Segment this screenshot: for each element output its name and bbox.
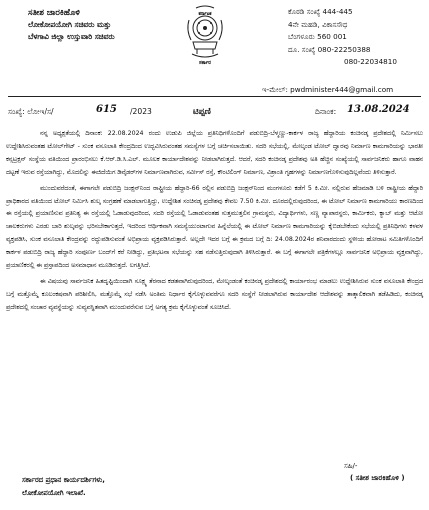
- body-paragraph-2: ಮುಂದುವರೆದಂತೆ, ಈಗಾಗಲೇ ಪಡುಬಿದ್ರಿ ಜಂಕ್ಷನ್‌ನಿಂದ ರಾಷ್ಟ್ರೀಯ ಹೆದ್ದಾರಿ-66 ರಲ್ಲಿನ ಪಡುಬಿದ್ರಿ ಜಂಕ್ಷನ್‌ನಿಂದ ಮಂಗಳೂರು ಕಡೆಗೆ 5 ಕಿ.ಮೀ. ನಲ್ಲಿರುವ ಹೆಜಮಾಡಿ ಬಳಿ ರಾಷ್ಟ್ರೀಯ ಹೆದ್ದಾರಿ ಪ್ರಾಧಿಕಾರದ ವತಿಯಿಂದ ಟೋಲ್ ನಿರ್ಮಿಸಿ ಶುಲ್ಕ ಸಂಗ್ರಹಣೆ ಮಾಡಲಾಗುತ್ತಿದ್ದು, ಉದ್ದೇಶಿತ ಸಂಚಿನಡ್ಕ ಪ್ರದೇಶವು ಕೇವಲ 7.50 ಕಿ.ಮೀ. ದೂರದಲ್ಲಿರುವುದರಿಂದ, ಈ ಟೋಲ್ ನಿರ್ಮಾಣ ಕಾಮಗಾರಿಯು ಕಾರಣದಿಂದ ಈ ರಸ್ತೆಯಲ್ಲಿ ಪ್ರಯಾಣಿಸುವ ಪ್ರತಿನಿತ್ಯ ಈ ರಸ್ತೆಯಲ್ಲಿ ಓಡಾಡುವುದರಿಂದ, ಸದರಿ ರಸ್ತೆಯಲ್ಲಿ ಓಡಾಡುವಂತಹ ಸುತ್ತಮುತ್ತಲಿನ ಗ್ರಾಮಸ್ಥರು, ವಿದ್ಯಾರ್ಥಿಗಳು, ಸಣ್ಣ ವ್ಯಾಪಾರಸ್ಥರು, ಕಾರ್ಮಿಕರು, ಕ್ಯಾಬ್ ಮತ್ತು ಆಟೋ ಚಾಲಕರುಗಳು ಎರಡು ಬಾರಿ ಶುಲ್ಕವನ್ನು ಭರಿಸಬೇಕಾಗುತ್ತದೆ, ಇದರಿಂದ ಆರ್ಥಿಕವಾಗಿ ಸಮಸ್ಯೆಯುಂಟಾಗುವ ಹಿನ್ನೆಲೆಯಲ್ಲಿ ಈ ಟೋಲ್ ನಿರ್ಮಾಣ ಕಾಮಗಾರಿಯನ್ನು ಕೈಬಿಡಬೇಕೆಂದು ಸಭೆಯಲ್ಲಿ ಪ್ರತಿನಿಧಿಗಳು ಕಳವಳ ವ್ಯಕ್ತಪಡಿಸಿ, ಸುಂಕ ವಸೂಲಾತಿ ಕೇಂದ್ರವನ್ನು ರದ್ದುಪಡಿಸುವಂತೆ ಅಭಿಪ್ರಾಯ ವ್ಯಕ್ತಪಡಿಸಿರುತ್ತಾರೆ. ಅಲ್ಲದೇ ಇದರ ಬಗ್ಗೆ ಈ ಕ್ರಮದ ಬಗ್ಗೆ ದಿ: 24.08.2024ರ ಶನಿವಾರದಂದು ಸ್ಥಳೀಯ ಹೋರಾಟ ಸಮಿತಿಗಳೊಂದಿಗೆ ಕಾರ್ಕಳ ಪಡುಬಿದ್ರಿ ರಾಜ್ಯ ಹೆದ್ದಾರಿ ಸಂಪೂರ್ಣ ಬಂದ್‌ಗೆ ಕರೆ ನೀಡಿದ್ದು, ಪ್ರತಿಭಟನಾ ಸಭೆಯನ್ನು ಸಹ ನಡೆಸುತ್ತಿರುವುದಾಗಿ ತಿಳಿಸಿರುತ್ತಾರೆ. ಈ ಬಗ್ಗೆ ಈಗಾಗಲೇ ಪತ್ರಿಕೆಗಳಲ್ಲೂ ಸಾರ್ವಜನಿಕ ಅಭಿಪ್ರಾಯ ವ್ಯಕ್ತವಾಗಿದ್ದು, ಪ್ರಯಾಣಿಕರಲ್ಲಿ ಈ ಪ್ರಸ್ತಾಪದಿಂದ ಅಸಮಾಧಾನ ಮೂಡಿರುತ್ತದೆ. ಲಗತ್ತಿಸಿದೆ.: [6, 184, 423, 270]
- date-value: 13.08.2024: [347, 104, 410, 115]
- reference-year: /2023: [130, 107, 152, 116]
- sender-block: [28, 6, 115, 44]
- sender-name: ಸತೀಶ ಜಾರಕಿಹೊಳಿ: [28, 7, 80, 17]
- recipient-line2: ಲೋಕೋಪಯೋಗಿ ಇಲಾಖೆ.: [22, 488, 86, 497]
- recipient-line1: ಸರ್ಕಾರದ ಪ್ರಧಾನ ಕಾರ್ಯದರ್ಶಿಗಳು,: [22, 476, 105, 484]
- signatory-name: ( ಸತೀಶ ಜಾರಕಿಹೊಳಿ ): [350, 474, 405, 482]
- note-body: [6, 128, 423, 318]
- sender-designation-line2: ಬೆಳಗಾವಿ ಜಿಲ್ಲಾ ಉಸ್ತುವಾರಿ ಸಚಿವರು: [28, 32, 115, 41]
- body-paragraph-3: ಈ ವಿಷಯವು ಸಾರ್ವಜನಿಕ ಹಿತದೃಷ್ಟಿಯಿಂದಾಗಿ ಸೂಕ್ಷ್ಮ ತೆರನಾದ ಕಡತವಾಗಿರುವುದರಿಂದ, ಮೇಲ್ಕಂಡಂತೆ ಕಂಚಿನಡ್ಕ ಪ್ರದೇಶದಲ್ಲಿ ಕಾರ್ಯಾರಂಭ ಮಾಡಲು ಉದ್ದೇಶಿಸಿರುವ ಸುಂಕ ವಸೂಲಾತಿ ಕೇಂದ್ರದ ಬಗ್ಗೆ ಮತ್ತೊಮ್ಮೆ ಕೂಲಂಕಷವಾಗಿ ಪರಿಶೀಲಿಸಿ, ಮತ್ತೊಮ್ಮೆ ಸಭೆ ನಡೆಸಿ ಅಂತಿಮ ನಿರ್ಧಾರ ಕೈಗೊಳ್ಳುವವರೆಗೂ ಸದರಿ ಸಂಸ್ಥೆಗೆ ನೀಡಲಾಗಿರುವ ಕಾರ್ಯಾದೇಶ ಆದೇಶವನ್ನು ತಾತ್ಕಾಲಿಕವಾಗಿ ತಡೆಹಿಡಿದು, ಕಂಚಿನಡ್ಕ ಪ್ರದೇಶದಲ್ಲಿ ಸಂಚಾರ ವ್ಯವಸ್ಥೆಯನ್ನು ಸುವ್ಯವಸ್ಥಿತವಾಗಿ ಮುಂದುವರೆಸುವ ಬಗ್ಗೆ ಅಗತ್ಯ ಕ್ರಮ ಕೈಗೊಳ್ಳುವಂತೆ ಸೂಚಿಸಿದೆ.: [6, 277, 423, 311]
- reference-label: ಸಂಖ್ಯೆ: ಲೋಇ/ಸ/: [8, 107, 54, 116]
- address-line1: ಕೊಠಡಿ ಸಂಖ್ಯೆ 444-445: [288, 7, 353, 16]
- body-paragraph-1: ನನ್ನ ಅಧ್ಯಕ್ಷತೆಯಲ್ಲಿ ದಿನಾಂಕ: 22.08.2024 ರಂದು ಉಡುಪಿ ಜಿಲ್ಲೆಯ ಪ್ರತಿನಿಧಿಗಳೊಂದಿಗೆ ಪಡುಬಿದ್ರಿ-ಬೆಳ್ಮಣ್ಣು-ಕಾರ್ಕಳ ರಾಜ್ಯ ಹೆದ್ದಾರಿಯ ಕಂಚಿನಡ್ಕ ಪ್ರದೇಶದಲ್ಲಿ ನಿರ್ಮಿಸಲು ಉದ್ದೇಶಿಸಿರುವಂತಹ ಟೋಲ್‌ಗೇಟ್ - ಸುಂಕ ವಸೂಲಾತಿ ಕೇಂದ್ರದಿಂದ ಉದ್ಭವಿಸಿರುವಂತಹ ಸಮಸ್ಯೆಗಳ ಬಗ್ಗೆ ಚರ್ಚಿಸಲಾಯಿತು. ಸದರಿ ಸಭೆಯಲ್ಲಿ, ಮೇಲ್ಕಂಡ ಟೋಲ್ ದ್ವಾರವು ನಿರ್ಮಾಣ ಕಾಮಗಾರಿಯನ್ನು ಭಾರತೀ ಕನ್ಸಟ್ರಕ್ಷನ್ ಸಂಸ್ಥೆಯ ವತಿಯಿಂದ ಪ್ರಾರಂಭಿಸಲು ಕೆ.ಆರ್.ಡಿ.ಸಿ.ಎಲ್. ಮೂಲಕ ಕಾರ್ಯಾದೇಶವನ್ನು ನೀಡಲಾಗಿರುತ್ತದೆ. ಆದರೆ, ಸದರಿ ಕಂಚಿನಡ್ಕ ಪ್ರದೇಶವು ಅತಿ ಹೆಚ್ಚಿನ ಸಂಖ್ಯೆಯಲ್ಲಿ ಸಾರ್ವಜನಿಕರು ಹಾಗೂ ವಾಹನ ದಟ್ಟಣೆ ಇರುವ ರಸ್ತೆಯಾಗಿದ್ದು, ಮೊದಲಿನ್ನು ಈಜಿದೆಯಿಗ ಡಿವೈಡರ್‌ಗಳ ನಿರ್ಮಾಣವಾಗಿರುವ, ಸರ್ವೀಸ್ ರಸ್ತೆ, ಕೌಂಟಿಲಿಂಗ್ ನಿರ್ಮಾಣ, ವಿಶ್ರಾಂತಿ ಗೃಹಗಳನ್ನು ನಿರ್ಮಾಣಗೊಳಿಸುವುದಿಲ್ಲವೆಂದು ತಿಳಿಸುತ್ತಾರೆ.: [6, 130, 423, 176]
- state-emblem-icon: [184, 4, 226, 66]
- address-line2: 4ನೇ ಮಹಡಿ, ವಿಕಾಸಸೌಧ: [288, 19, 348, 29]
- address-line3: ಬೆಂಗಳೂರು 560 001: [288, 32, 347, 41]
- emblem-top-text: ಕರ್ನಾಟಕ: [198, 12, 212, 17]
- sender-designation-line1: ಲೋಕೋಪಯೋಗಿ ಸಚಿವರು ಮತ್ತು: [28, 19, 111, 29]
- recipient-block: [22, 474, 105, 499]
- date-label: ದಿನಾಂಕ:: [315, 107, 337, 116]
- address-block: [288, 6, 397, 69]
- reference-number: 615: [96, 104, 117, 115]
- emblem-bottom-text: ಸರ್ಕಾರ: [199, 60, 211, 66]
- signature-mark: ಸಹಿ/-: [344, 462, 358, 470]
- phone-line2: 080-22034810: [344, 57, 397, 66]
- email-address: ಇ-ಮೇಲ್: pwdminister444@gmail.com: [262, 85, 394, 94]
- document-title: ಟಿಪ್ಪಣಿ: [193, 107, 211, 117]
- phone-line1: ದೂ. ಸಂಖ್ಯೆ 080-22250388: [288, 44, 371, 54]
- header-divider: [8, 96, 421, 97]
